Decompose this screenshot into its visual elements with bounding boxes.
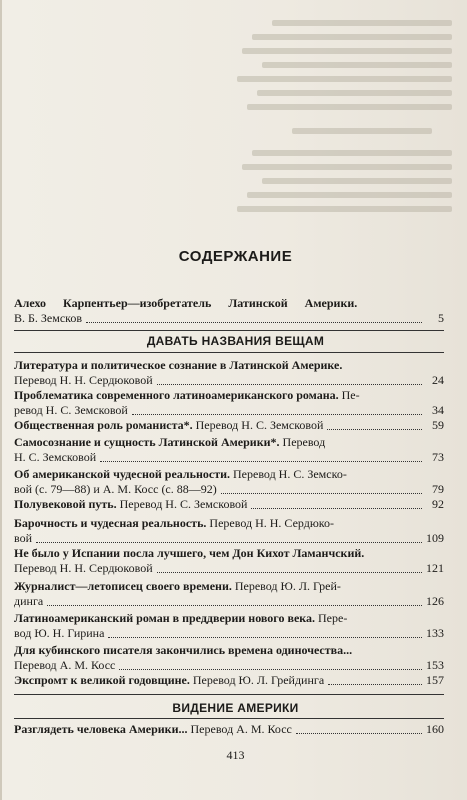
toc-entry[interactable] (14, 611, 444, 641)
toc-entry[interactable] (14, 722, 444, 737)
entry-title: Журналист—летописец своего времени. (14, 579, 232, 593)
entry-page: 24 (432, 373, 444, 387)
entry-translator: Н. С. Земсковой (14, 450, 97, 464)
entry-title: Об американской чудесной реальности. (14, 467, 231, 481)
dot-leader (328, 673, 422, 685)
toc-entry[interactable] (14, 546, 444, 576)
entry-translator: Перевод Н. С. Земско- (230, 467, 347, 481)
dot-leader (157, 561, 422, 573)
toc-entry[interactable] (14, 388, 444, 418)
entry-translator: Перевод (279, 435, 326, 449)
toc-title: СОДЕРЖАНИЕ (178, 248, 293, 265)
divider (14, 330, 444, 331)
dot-leader (119, 658, 422, 670)
toc-entry[interactable] (14, 467, 444, 497)
entry-translator: Перевод Н. С. Земсковой (116, 497, 248, 511)
entry-title: Литература и политическое сознание в Латинской Америке. (14, 358, 343, 372)
entry-translator: Перевод Ю. Л. Грейдинга (189, 673, 325, 687)
page-number: 413 (226, 748, 245, 762)
entry-translator: Перевод Н. С. Земсковой (192, 418, 324, 432)
dot-leader (86, 311, 422, 323)
entry-page: 121 (426, 561, 444, 575)
entry-translator: вод Ю. Н. Гирина (14, 626, 105, 640)
entry-page: 153 (426, 658, 444, 672)
entry-page: 5 (438, 311, 444, 325)
entry-title: Полувековой путь. (14, 497, 117, 511)
entry-page: 157 (426, 673, 444, 687)
entry-title: Самосознание и сущность Латинской Америки*. (14, 435, 280, 449)
entry-title: Общественная роль романиста*. (14, 418, 193, 432)
entry-title: Разглядеть человека Америки... (14, 722, 188, 736)
entry-translator: вой (с. 79—88) и А. М. Косс (с. 88—92) (14, 482, 217, 496)
entry-title: Для кубинского писателя закончились времена одиночества... (14, 643, 353, 657)
dot-leader (296, 722, 422, 734)
entry-translator: Перевод Ю. Л. Грей- (231, 579, 341, 593)
dot-leader (251, 497, 422, 509)
toc-entry-intro[interactable] (14, 296, 444, 326)
toc-entry[interactable] (14, 358, 444, 388)
section-title: ВИДЕНИЕ АМЕРИКИ (172, 701, 299, 715)
dot-leader (132, 403, 422, 415)
entry-translator: Перевод Н. Н. Сердюковой (14, 561, 153, 575)
entry-translator: Перевод Н. Н. Сердюковой (14, 373, 153, 387)
entry-page: 34 (432, 403, 444, 417)
entry-page: 109 (426, 531, 444, 545)
entry-page: 79 (432, 482, 444, 496)
entry-translator: Перевод А. М. Косс (187, 722, 292, 736)
toc-entry[interactable] (14, 418, 444, 433)
divider (14, 352, 444, 353)
entry-translator: Перевод А. М. Косс (14, 658, 116, 672)
entry-title: Проблематика современного латиноамериканского романа. (14, 388, 339, 402)
entry-page: 160 (426, 722, 444, 736)
toc-entry[interactable] (14, 643, 444, 673)
dot-leader (221, 482, 422, 494)
toc-entry[interactable] (14, 516, 444, 546)
entry-translator: Пере- (315, 611, 348, 625)
dot-leader (47, 594, 422, 606)
entry-translator: Перевод Н. Н. Сердюко- (206, 516, 335, 530)
toc-entry[interactable] (14, 579, 444, 609)
entry-translator: вой (14, 531, 33, 545)
entry-title: Барочность и чудесная реальность. (14, 516, 207, 530)
dot-leader (100, 450, 422, 462)
dot-leader (108, 626, 422, 638)
entry-author: В. Б. Земсков (14, 311, 83, 325)
divider (14, 718, 444, 719)
divider (14, 694, 444, 695)
toc-entry[interactable] (14, 435, 444, 465)
entry-page: 133 (426, 626, 444, 640)
entry-page: 59 (432, 418, 444, 432)
toc-entry[interactable] (14, 673, 444, 688)
entry-translator: динга (14, 594, 44, 608)
dot-leader (327, 418, 422, 430)
entry-title: Латиноамериканский роман в преддверии нового века. (14, 611, 315, 625)
bleed-through-text (232, 0, 462, 235)
entry-page: 92 (432, 497, 444, 511)
toc-entry[interactable] (14, 497, 444, 512)
dot-leader (36, 531, 422, 543)
entry-title: Не было у Испании посла лучшего, чем Дон Кихот Ламанчский. (14, 546, 365, 560)
entry-page: 73 (432, 450, 444, 464)
entry-translator: ревод Н. С. Земсковой (14, 403, 128, 417)
section-title: ДАВАТЬ НАЗВАНИЯ ВЕЩАМ (146, 334, 325, 348)
entry-page: 126 (426, 594, 444, 608)
dot-leader (157, 373, 422, 385)
entry-title: Экспромт к великой годовщине. (14, 673, 190, 687)
entry-title: Алехо Карпентьер—изобретатель Латинской Америки. (14, 296, 358, 310)
entry-translator: Пе- (338, 388, 360, 402)
